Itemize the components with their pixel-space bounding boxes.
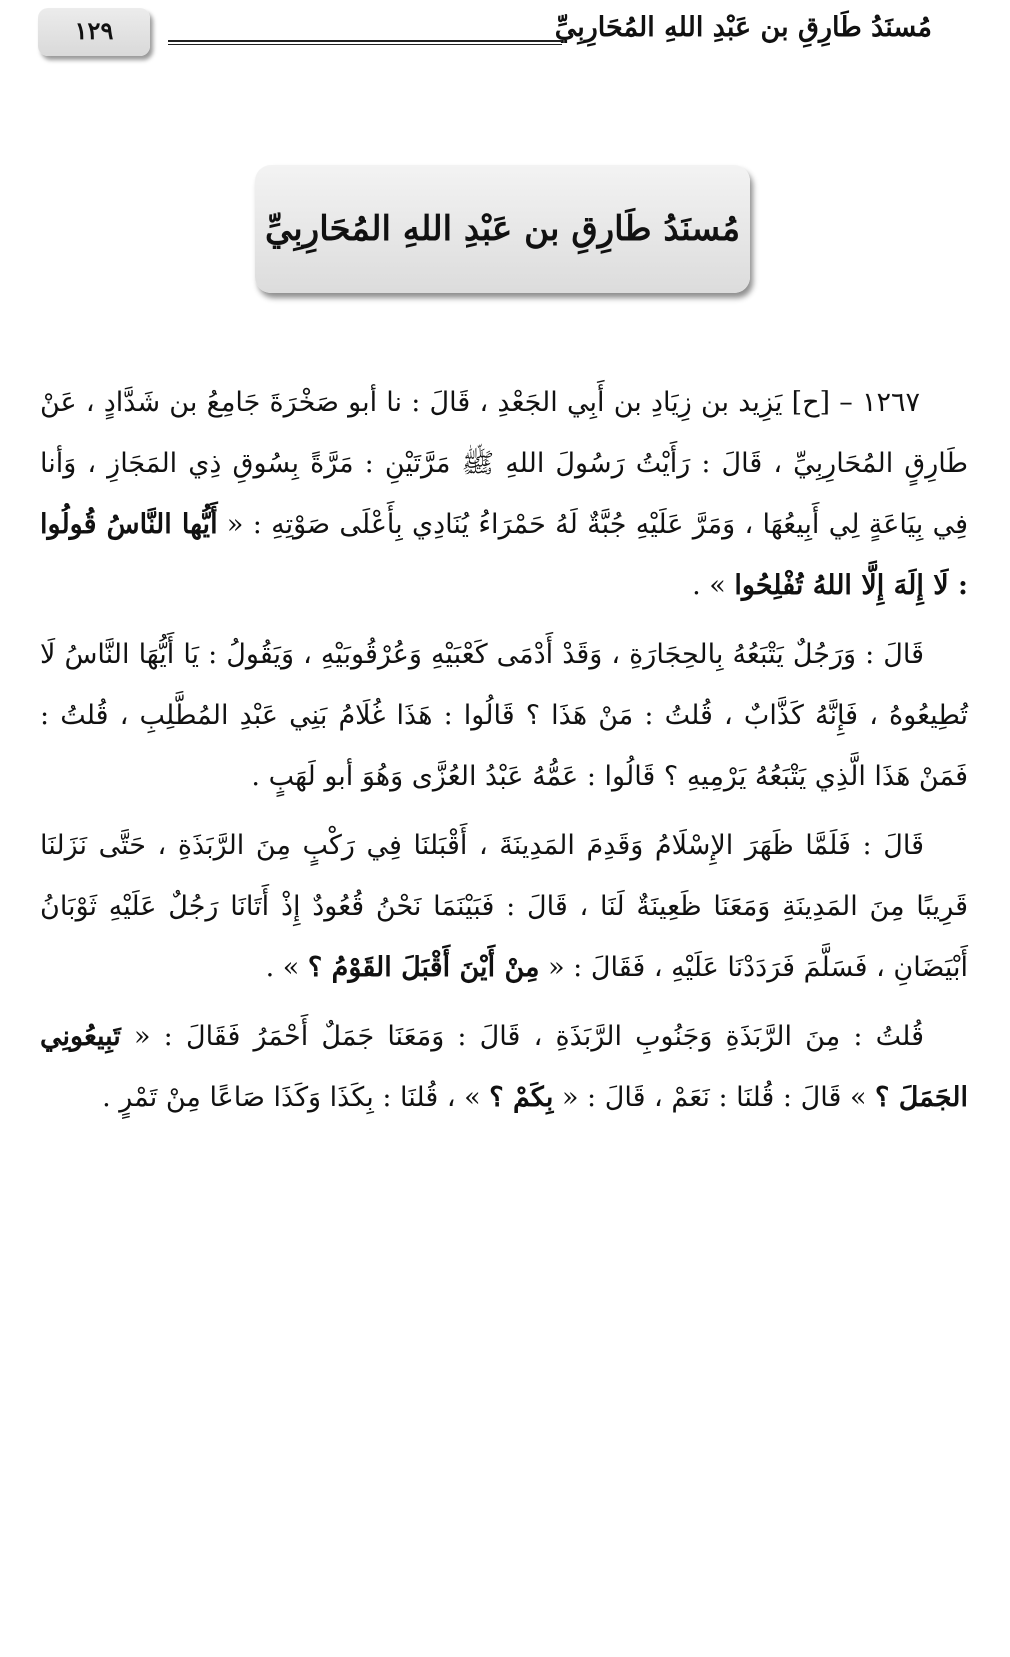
paragraph: [40, 815, 968, 998]
text-run: قَالَ : فَلَمَّا ظَهَرَ الإِسْلَامُ وَقَدِمَ المَدِينَةَ ، أَقْبَلنَا فِي رَكْبٍ مِنَ الرَّبَذَةِ ، حَتَّى نَزَلنَا قَرِيبًا مِنَ المَدِينَةِ وَمَعَنَا ظَعِينَةٌ لَنَا ، قَالَ : فَبَيْنَمَا نَحْنُ قُعُودٌ إِذْ أَتَانَا رَجُلٌ عَلَيْهِ ثَوْبَانُ أَبْيَضَانِ ، فَسَلَّمَ فَرَدَدْنَا عَلَيْهِ ، فَقَالَ : «: [40, 830, 968, 983]
chapter-title: مُسنَدُ طَارِقِ بن عَبْدِ اللهِ المُحَارِبِيِّ: [264, 209, 741, 249]
text-run: » قَالَ : قُلنَا : نَعَمْ ، قَالَ : «: [553, 1082, 876, 1113]
text-run: قُلتُ : مِنَ الرَّبَذَةِ وَجَنُوبِ الرَّبَذَةِ ، قَالَ : وَمَعَنَا جَمَلٌ أَحْمَرُ فَقَالَ : «: [120, 1021, 924, 1052]
chapter-title-box: [255, 165, 750, 293]
paragraph: [40, 624, 968, 807]
paragraph: [40, 1006, 968, 1128]
quoted-speech: بِكَمْ ؟: [489, 1082, 554, 1113]
text-run: » .: [265, 952, 308, 983]
quoted-speech: مِنْ أَيْنَ أَقْبَلَ القَوْمُ ؟: [307, 952, 540, 983]
page-number: ١٢٩: [38, 8, 150, 56]
text-run: » .: [692, 570, 735, 601]
text-run: » ، قُلنَا : بِكَذَا وَكَذَا صَاعًا مِنْ تَمْرٍ .: [102, 1082, 490, 1113]
quoted-speech: أَيُّها النَّاسُ قُولُوا : لَا إِلَهَ إِلَّا اللهُ تُفْلِحُوا: [40, 509, 968, 601]
body-text: [40, 372, 968, 1136]
text-run: قَالَ : وَرَجُلٌ يَتْبَعُهُ بِالحِجَارَةِ ، وَقَدْ أَدْمَى كَعْبَيْهِ وَعُرْقُوبَيْهِ ، وَيَقُولُ : يَا أَيُّهَا النَّاسُ لَا تُطِيعُوهُ ، فَإِنَّهُ كَذَّابٌ ، قُلتُ : مَنْ هَذَا ؟ قَالُوا : هَذَا غُلَامُ بَنِي عَبْدِ المُطَّلِبِ ، قُلتُ : فَمَنْ هَذَا الَّذِي يَتْبَعُهُ يَرْمِيهِ ؟ قَالُوا : عَمُّهُ عَبْدُ العُزَّى وَهُوَ أبو لَهَبٍ .: [40, 639, 968, 792]
text-run: ١٢٦٧ – [ح] يَزِيد بن زِيَادِ بن أَبِي الجَعْدِ ، قَالَ : نا أبو صَخْرَةَ جَامِعُ بن شَدَّادٍ ، عَنْ طَارِقٍ المُحَارِبِيِّ ، قَالَ : رَأَيْتُ رَسُولَ اللهِ ﷺ مَرَّتَيْنِ : مَرَّةً بِسُوقِ ذِي المَجَازِ ، وَأنا فِي بِيَاعَةٍ لِي أَبِيعُهَا ، وَمَرَّ عَلَيْهِ جُبَّةٌ لَهُ حَمْرَاءُ يُنَادِي بِأَعْلَى صَوْتِهِ : «: [40, 387, 968, 540]
running-title: مُسنَدُ طَارِقِ بن عَبْدِ اللهِ المُحَارِبِيِّ: [554, 12, 932, 43]
header-rule: [168, 40, 562, 45]
paragraph: [40, 372, 968, 616]
quoted-speech: تَبِيعُونِي الجَمَلَ ؟: [40, 1021, 968, 1113]
page-header: [38, 8, 932, 58]
